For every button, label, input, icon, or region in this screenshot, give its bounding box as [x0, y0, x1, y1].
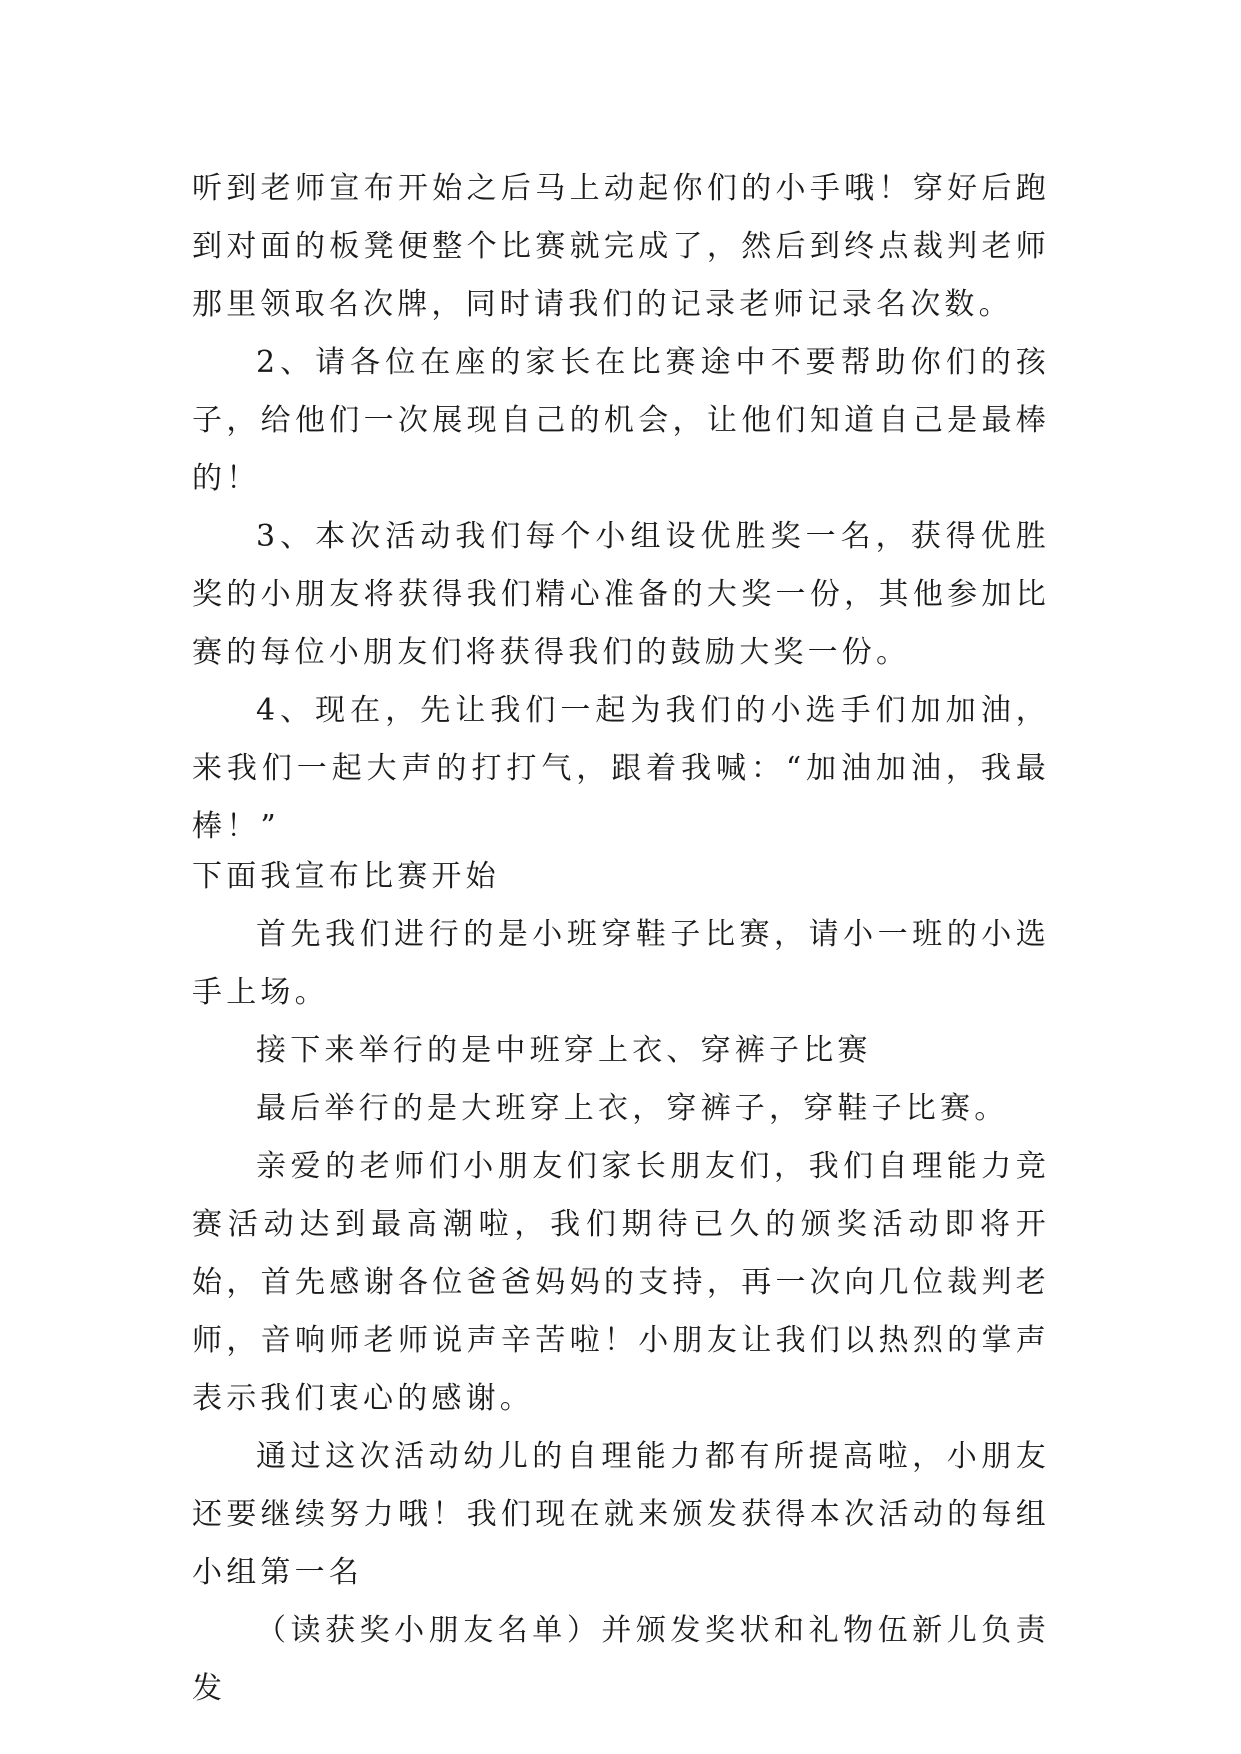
- paragraph-2: 2、请各位在座的家长在比赛途中不要帮助你们的孩子，给他们一次展现自己的机会，让他们知道自己是最棒的！: [192, 345, 1050, 496]
- paragraph-9: 亲爱的老师们小朋友们家长朋友们，我们自理能力竞赛活动达到最高潮啦，我们期待已久的颁奖活动即将开始，首先感谢各位爸爸妈妈的支持，再一次向几位裁判老师，音响师老师说声辛苦啦！小朋友让我们以热烈的掌声表示我们衷心的感谢。: [192, 1149, 1050, 1416]
- paragraph-8: 最后举行的是大班穿上衣，穿裤子，穿鞋子比赛。: [256, 1091, 1009, 1126]
- paragraph-11: （读获奖小朋友名单）并颁发奖状和礼物伍新儿负责发: [192, 1613, 1050, 1706]
- paragraph-4: 4、现在，先让我们一起为我们的小选手们加加油，来我们一起大声的打打气，跟着我喊：“加油加油，我最棒！”: [192, 693, 1050, 844]
- paragraph-1: 听到老师宣布开始之后马上动起你们的小手哦！穿好后跑到对面的板凳便整个比赛就完成了，然后到终点裁判老师那里领取名次牌，同时请我们的记录老师记录名次数。: [192, 171, 1050, 322]
- paragraph-5: 下面我宣布比赛开始: [192, 859, 500, 894]
- paragraph-3: 3、本次活动我们每个小组设优胜奖一名，获得优胜奖的小朋友将获得我们精心准备的大奖一份，其他参加比赛的每位小朋友们将获得我们的鼓励大奖一份。: [192, 519, 1050, 670]
- paragraph-10: 通过这次活动幼儿的自理能力都有所提高啦，小朋友还要继续努力哦！我们现在就来颁发获得本次活动的每组小组第一名: [192, 1439, 1050, 1590]
- document-body: [192, 160, 1050, 1718]
- paragraph-6: 首先我们进行的是小班穿鞋子比赛，请小一班的小选手上场。: [192, 917, 1050, 1010]
- paragraph-7: 接下来举行的是中班穿上衣、穿裤子比赛: [256, 1033, 872, 1068]
